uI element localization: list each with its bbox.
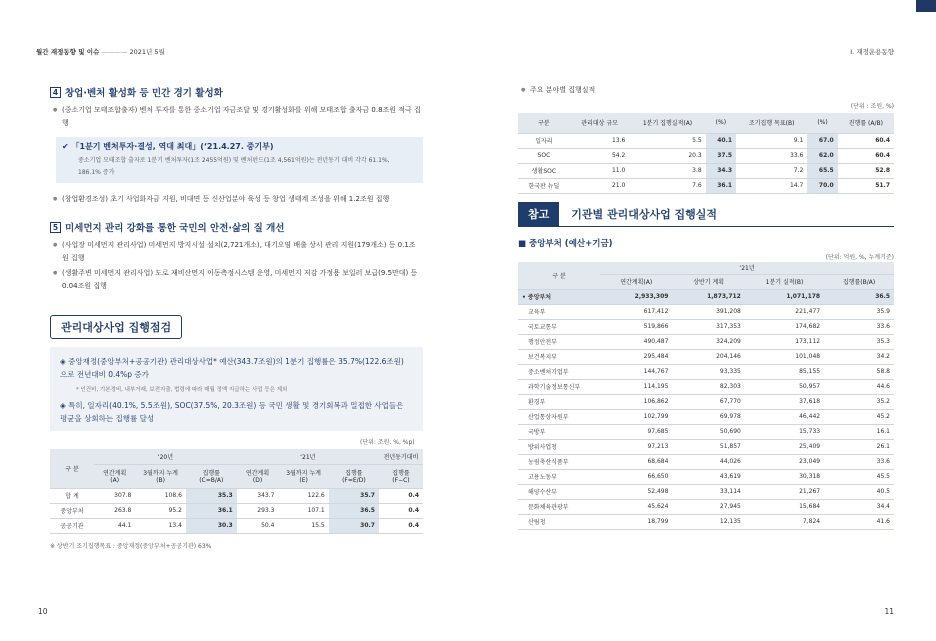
table-row: 생활SOC 11.0 3.8 34.3 7.2 65.5 52.8 [518, 163, 894, 178]
reference-title: 기관별 관리대상사업 집행실적 [571, 208, 718, 221]
sec4-highlight-box [56, 137, 423, 183]
reference-tag: 참고 [518, 202, 559, 226]
central-table: 구 분 ‘21년 연간계획(A) 상반기 계획 1분기 실적(B) 집행률(B/A) • 중앙부처 2,933,309 1,873,712 1,071,178 36.5 교육부 617,412 391,208 221,477 35.9 국토교통부 519,866 317,353 174,682 33.6 행정안전부 490,487 324,209 173,112 35.3 보건복지부 295,484 204,146 101,048 34.2 중소벤처기업부 144,767 93,335 85,155 58.8 과학기술정보통신부 114,195 82,303 50,957 44.6 환경부 106,862 67,770 37,618 35.2 산업통상자원부 102,799 69,978 46,442 45.2 국방부 97,685 50,690 15,733 16.1 방위사업청 97,213 51,857 25,409 26.1 농림축산식품부 68,684 44,026 23,049 33.6 고용노동부 66,650 43,619 30,318 45.5 해양수산부 52,498 33,114 21,267 40.5 문화체육관광부 45,624 27,945 15,684 34.4 산림청 18,799 12,135 7,824 41.6 [518, 262, 894, 530]
section-4-heading: 4 창업·벤처 활성화 등 민간 경기 활성화 [50, 85, 223, 99]
table-row: 공공기관 44.1 13.4 30.3 50.4 15.5 30.7 0.4 [50, 518, 423, 533]
table-row: 환경부 106,862 67,770 37,618 35.2 [518, 394, 894, 409]
page-number-right: 11 [884, 607, 894, 616]
central-title: ■ 중앙부처 (예산+기금) [518, 239, 613, 249]
field-title: ● 주요 분야별 집행실적 [530, 84, 595, 97]
field-table: 구분 관리대상 규모 1분기 집행실적(A) (%) 조기집행 목표(B) (%) 진행률 (A/B) 일자리 13.6 5.5 40.1 9.1 67.0 60.4 SOC 54.2 20.3 37.5 33.6 62.0 60.4 생활SOC 11.0 3.8 34.3 7.2 65.5 52.8 한국판 뉴딜 21.0 7.6 36.1 14.7 70.0 51.7 [518, 113, 894, 194]
mgmt-note: * 인건비, 기본경비, 내부거래, 보전지출, 법령에 따라 매월 정액 지급하는 사업 등은 제외 [76, 387, 288, 393]
table-row: 고용노동부 66,650 43,619 30,318 45.5 [518, 469, 894, 484]
sec5-bullet-1: ● (사업장 미세먼지 관리사업) 미세먼지 방지시설 설치(2,721개소), 대기오염 배출 상시 관리 지원(179개소) 등 0.1조원 집행 [62, 239, 422, 265]
field-unit: (단위 : 조원, %) [850, 103, 894, 110]
mgmt-section-title: 관리대상사업 집행점검 [50, 315, 182, 339]
check-icon: ✔ [62, 142, 69, 151]
table-row: 행정안전부 490,487 324,209 173,112 35.3 [518, 334, 894, 349]
table-row: 산업통상자원부 102,799 69,978 46,442 45.2 [518, 409, 894, 424]
table-row: 산림청 18,799 12,135 7,824 41.6 [518, 514, 894, 529]
table-row: 방위사업청 97,213 51,857 25,409 26.1 [518, 439, 894, 454]
mgmt-para-2: ◈ 특히, 일자리(40.1%, 5.5조원), SOC(37.5%, 20.3조원) 등 국민 생활 및 경기회복과 밀접한 사업들은 평균을 상회하는 집행률 달성 [60, 401, 404, 423]
mgmt-para-1: ◈ 중앙재정(중앙부처+공공기관) 관리대상사업* 예산(343.7조원)의 1분기 집행률은 35.7%(122.6조원)으로 전년대비 0.4%p 증가 [60, 357, 404, 379]
central-unit: (단위: 억원, %, 누계기준) [825, 254, 894, 261]
table-row: 보건복지부 295,484 204,146 101,048 34.2 [518, 349, 894, 364]
page-number-left: 10 [38, 607, 48, 616]
table-unit: (단위: 조원, %, %p) [360, 439, 415, 446]
table-row: 교육부 617,412 391,208 221,477 35.9 [518, 304, 894, 319]
corner-tab [916, 0, 936, 12]
table-row: 과학기술정보통신부 114,195 82,303 50,957 44.6 [518, 379, 894, 394]
table-row: 문화체육관광부 45,624 27,945 15,684 34.4 [518, 499, 894, 514]
left-header: 월간 재정동향 및 이슈 ———— 2021년 5월 [36, 48, 165, 56]
right-header: Ⅰ. 재정운용동향 [850, 48, 894, 56]
table-row: 한국판 뉴딜 21.0 7.6 36.1 14.7 70.0 51.7 [518, 178, 894, 193]
table-row: 일자리 13.6 5.5 40.1 9.1 67.0 60.4 [518, 133, 894, 148]
table-row: 해양수산부 52,498 33,114 21,267 40.5 [518, 484, 894, 499]
section-5-heading: 5 미세먼지 관리 강화를 통한 국민의 안전·삶의 질 개선 [50, 220, 284, 234]
square-bullet-icon: ■ [518, 239, 527, 249]
mgmt-summary-box [50, 347, 423, 431]
sec5-bullet-2: ● (생활주변 미세먼지 관리사업) 도로 재비산먼지 이동측정시스템 운영, 미세먼지 저감 가정용 보일러 보급(9.5만대) 등 0.04조원 집행 [62, 267, 422, 293]
box-text: 중소기업 모태조합 출자로 1분기 벤처투자(1조 2455억원) 및 벤처펀드(1조 4,561억원)는 전년동기 대비 각각 61.1%, 186.1% 증가 [78, 157, 390, 176]
table-footnote: ※ 상반기 조기집행목표 : 중앙재정(중앙부처+공공기관) 63% [50, 543, 212, 550]
table-row: 농림축산식품부 68,684 44,026 23,049 33.6 [518, 454, 894, 469]
table-row: 합 계 307.8 108.6 35.3 343.7 122.6 35.7 0.4 [50, 488, 423, 503]
right-page [468, 0, 936, 641]
reference-heading [518, 202, 717, 226]
table-row: SOC 54.2 20.3 37.5 33.6 62.0 60.4 [518, 148, 894, 163]
table-row: 중앙부처 263.8 95.2 36.1 293.3 107.1 36.5 0.4 [50, 503, 423, 518]
sec4-bullet-1: ● (중소기업 모태조합출자) 벤처 투자를 통한 중소기업 자금조달 및 경기활성화를 위해 모태조합 출자금 0.8조원 적극 집행 [62, 104, 422, 130]
table-row: • 중앙부처 2,933,309 1,873,712 1,071,178 36.5 [518, 289, 894, 304]
sec4-bullet-2: ● (창업환경조성) 초기 사업화자금 지원, 비대면 등 신산업분야 육성 등 창업 생태계 조성을 위해 1.2조원 집행 [62, 193, 422, 206]
mgmt-table: 구 분 ‘20년 ‘21년 전년동기대비 연간계획 (A) 3월까지 누계(B) 집행률 (C=B/A) 연간계획 (D) 3월까지 누계(E) 집행률 (F=E/D) 집행률 (F−C) 합 계 307.8 108.6 35.3 343.7 122.6 35.7 0.4 중앙부처 263.8 95.2 36.1 293.3 107.1 36.5 0.4 공공기관 44.1 13.4 30.3 50.4 15.5 30.7 0.4 [50, 449, 423, 534]
box-title: 「1분기 벤처투자·결성, 역대 최대」(‘21.4.27. 중기부) [71, 142, 274, 151]
table-row: 국방부 97,685 50,690 15,733 16.1 [518, 424, 894, 439]
table-row: 국토교통부 519,866 317,353 174,682 33.6 [518, 319, 894, 334]
reference-divider [518, 226, 894, 227]
table-row: 중소벤처기업부 144,767 93,335 85,155 58.8 [518, 364, 894, 379]
